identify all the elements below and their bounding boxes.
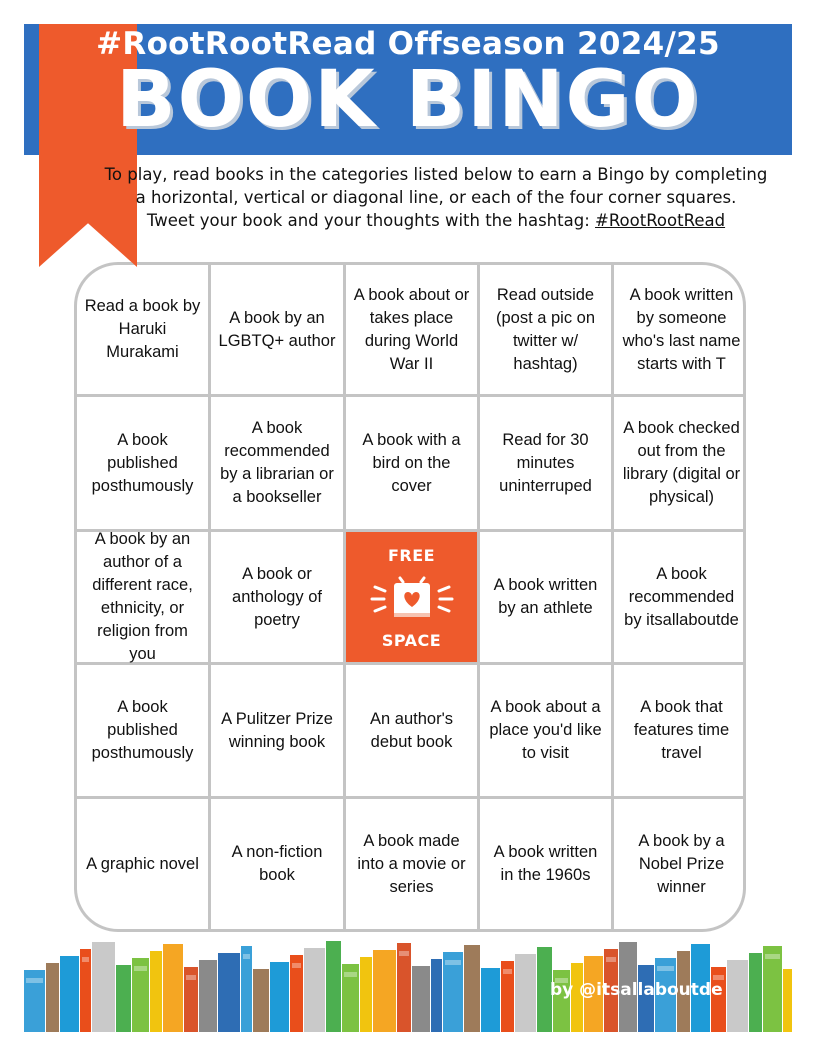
bingo-cell[interactable]: A book recommended by a librarian or a bookseller (211, 397, 346, 532)
free-space-cell[interactable] (346, 532, 480, 665)
hashtag-title: #RootRootRead Offseason 2024/25 (96, 26, 720, 62)
bingo-cell[interactable]: A book written by someone who's last name starts with T (614, 265, 746, 397)
bingo-cell[interactable]: A book checked out from the library (digital or physical) (614, 397, 746, 532)
bingo-cell[interactable]: A book that features time travel (614, 665, 746, 799)
instructions-line-3-text: Tweet your book and your thoughts with the hashtag: (146, 211, 595, 230)
bingo-cell[interactable]: A book by an LGBTQ+ author (211, 265, 346, 397)
free-space-label-top: FREE (387, 546, 436, 565)
bingo-cell[interactable]: A book written by an athlete (480, 532, 614, 665)
free-space-label-bottom: SPACE (381, 631, 442, 650)
bingo-cell[interactable]: A Pulitzer Prize winning book (211, 665, 346, 799)
bingo-cell[interactable]: A book by a Nobel Prize winner (638, 831, 725, 896)
bingo-cell[interactable]: Read outside (post a pic on twitter w/ hashtag) (480, 265, 614, 397)
bingo-cell[interactable]: A book published posthumously (77, 397, 211, 532)
bingo-cell[interactable]: A book written in the 1960s (480, 799, 614, 929)
bingo-cell[interactable]: A non-fiction book (211, 799, 346, 929)
page-title: BOOK BINGO (116, 55, 700, 145)
instructions (60, 163, 812, 232)
bingo-cell[interactable]: An author's debut book (346, 665, 480, 799)
bingo-cell[interactable]: A book about or takes place during World War II (346, 265, 480, 397)
hashtag-link[interactable]: #RootRootRead (595, 211, 726, 230)
bingo-cell[interactable]: A book published posthumously (77, 665, 211, 799)
bingo-cell[interactable]: Read for 30 minutes uninterruped (480, 397, 614, 532)
book-heart-icon (367, 573, 457, 623)
bingo-cell[interactable]: A graphic novel (77, 799, 211, 929)
bingo-cell[interactable]: Read a book by Haruki Murakami (77, 265, 211, 397)
bingo-cell[interactable]: A book recommended by itsallaboutde (614, 532, 746, 665)
instructions-line-1: To play, read books in the categories listed below to earn a Bingo by completing (104, 165, 768, 184)
bingo-cell[interactable]: A book by an author of a different race, ethnicity, or religion from you (77, 532, 211, 665)
credit-text: by @itsallaboutde (550, 980, 723, 1000)
bingo-cell[interactable]: A book with a bird on the cover (346, 397, 480, 532)
instructions-line-2: a horizontal, vertical or diagonal line, or each of the four corner squares. (135, 188, 737, 207)
bingo-board (74, 262, 746, 932)
bingo-cell[interactable]: A book about a place you'd like to visit (480, 665, 614, 799)
bingo-grid (77, 265, 743, 929)
bingo-cell[interactable]: A book made into a movie or series (346, 799, 480, 929)
bingo-cell[interactable]: A book or anthology of poetry (211, 532, 346, 665)
instructions-line-3 (60, 209, 812, 232)
